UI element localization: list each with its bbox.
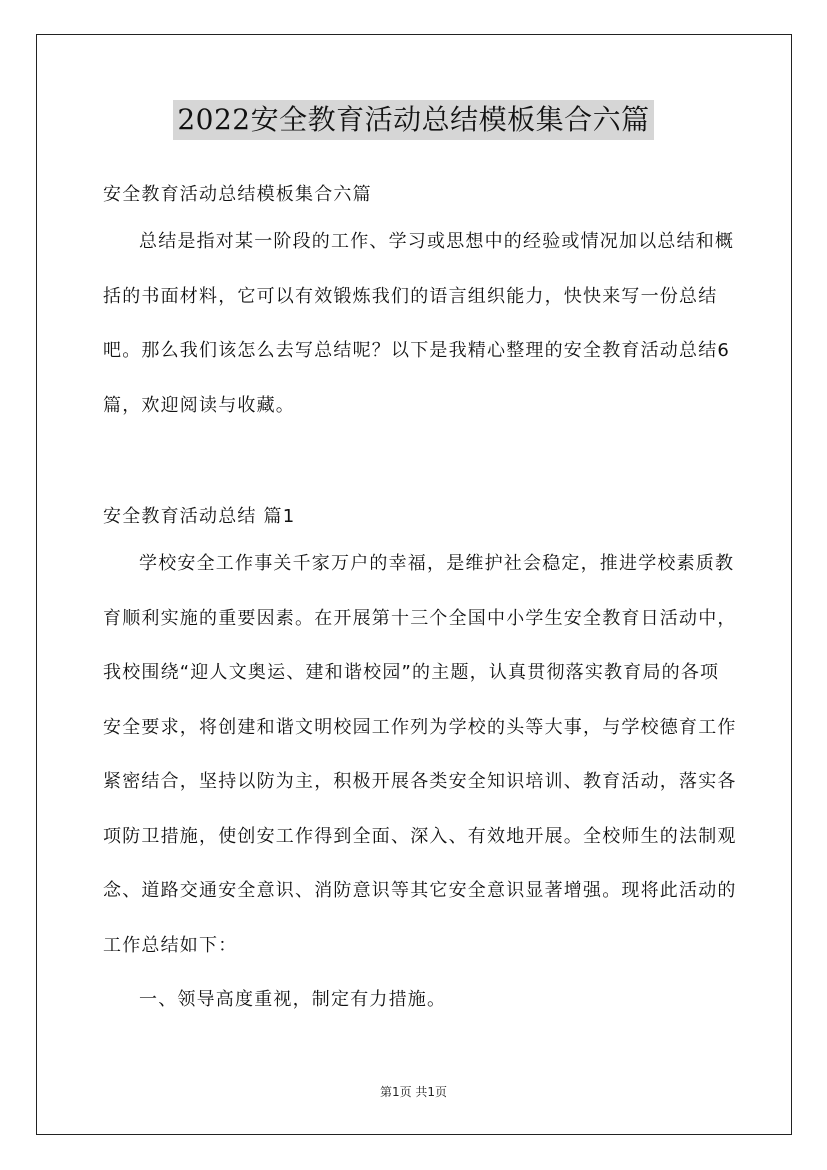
intro-paragraph: 总结是指对某一阶段的工作、学习或思想中的经验或情况加以总结和概括的书面材料，它可以有效锻炼我们的语言组织能力，快快来写一份总结吧。那么我们该怎么去写总结呢？以下是我精心整理的安全教育活动总结6篇，欢迎阅读与收藏。: [103, 231, 735, 416]
intro-heading: 安全教育活动总结模板集合六篇: [103, 184, 372, 205]
page-footer: 第1页 共1页: [379, 1085, 448, 1099]
title-wrap: [0, 100, 827, 140]
section1-point1: 一、领导高度重视，制定有力措施。: [139, 989, 447, 1010]
document-body: [103, 175, 738, 1028]
section1-paragraph: 学校安全工作事关千家万户的幸福，是维护社会稳定，推进学校素质教育顺利实施的重要因素。在开展第十三个全国中小学生安全教育日活动中，我校围绕“迎人文奥运、建和谐校园”的主题，认真贯彻落实教育局的各项安全要求，将创建和谐文明校园工作列为学校的头等大事，与学校德育工作紧密结合，坚持以防为主，积极开展各类安全知识培训、教育活动，落实各项防卫措施，使创安工作得到全面、深入、有效地开展。全校师生的法制观念、道路交通安全意识、消防意识等其它安全意识显著增强。现将此活动的工作总结如下：: [103, 553, 737, 956]
section-spacer: [103, 433, 738, 497]
document-title: 2022安全教育活动总结模板集合六篇: [173, 100, 653, 140]
section1-heading: 安全教育活动总结 篇1: [103, 506, 296, 527]
